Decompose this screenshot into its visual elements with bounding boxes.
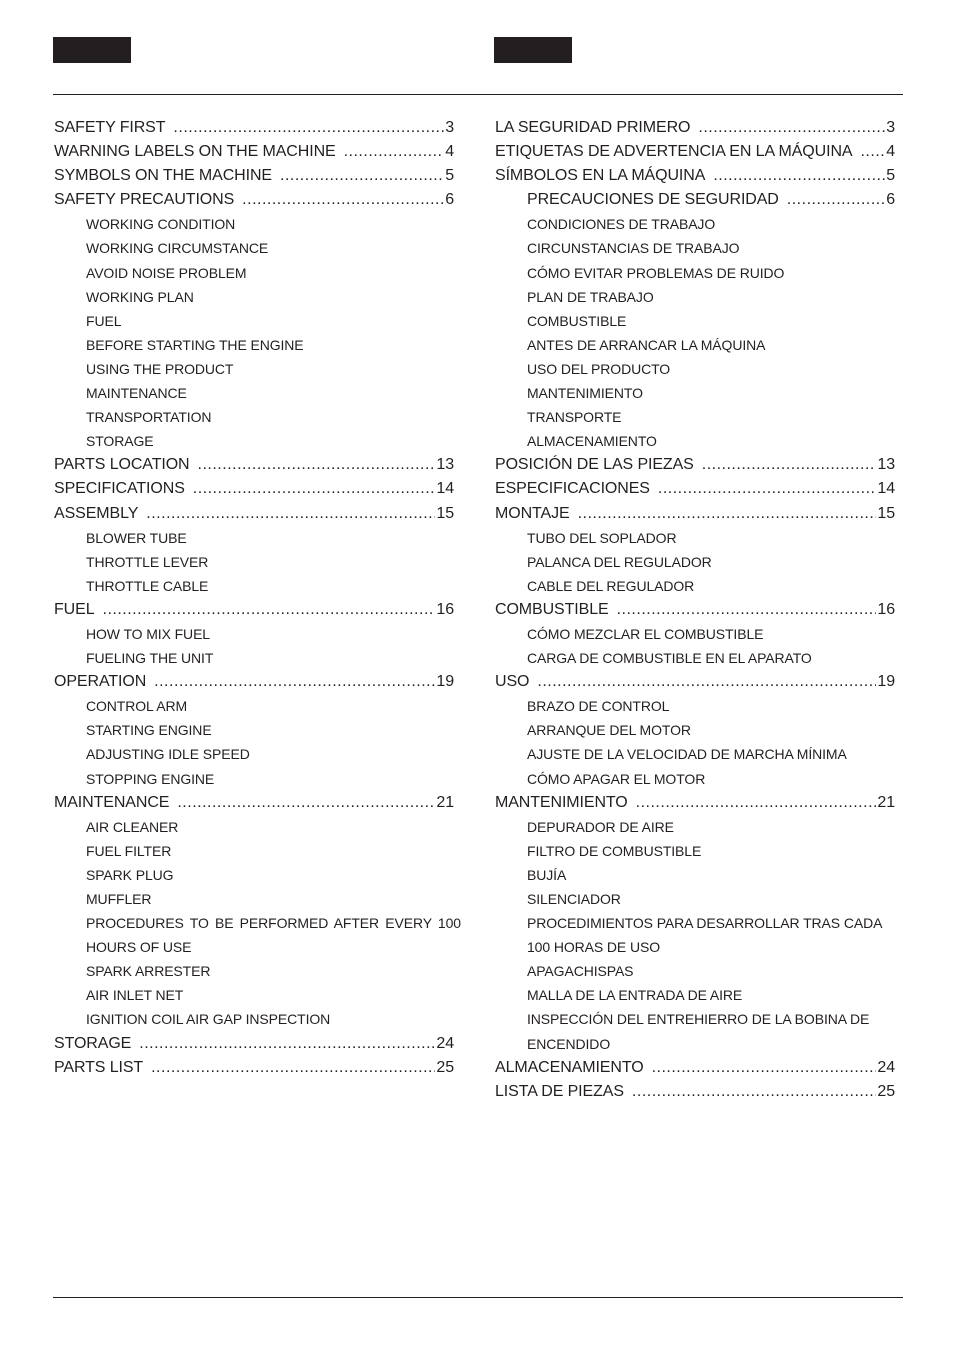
toc-entry-title: ADJUSTING IDLE SPEED bbox=[86, 746, 250, 763]
toc-subentry bbox=[54, 839, 454, 863]
dot-leader bbox=[702, 453, 877, 477]
toc-subentry bbox=[495, 1032, 895, 1056]
toc-subentry bbox=[54, 815, 454, 839]
toc-subentry bbox=[495, 694, 895, 718]
toc-entry bbox=[54, 116, 454, 140]
toc-entry bbox=[495, 598, 895, 622]
toc-subentry bbox=[54, 405, 454, 429]
dot-leader bbox=[173, 116, 444, 140]
toc-entry-title: POSICIÓN DE LAS PIEZAS bbox=[495, 456, 694, 474]
toc-entry bbox=[495, 477, 895, 501]
toc-page-number: 6 bbox=[445, 191, 454, 209]
toc-entry-title: THROTTLE CABLE bbox=[86, 577, 209, 594]
toc-page-number: 14 bbox=[877, 480, 895, 498]
dot-leader bbox=[578, 502, 877, 526]
toc-subentry bbox=[54, 767, 454, 791]
dot-leader bbox=[698, 116, 885, 140]
toc-page-number: 13 bbox=[877, 456, 895, 474]
toc-page-number: 14 bbox=[436, 480, 454, 498]
toc-page-number: 21 bbox=[877, 793, 895, 811]
english-table-of-contents bbox=[54, 116, 461, 1080]
toc-entry bbox=[54, 670, 454, 694]
toc-entry-title: SPECIFICATIONS bbox=[54, 480, 185, 498]
toc-entry bbox=[495, 188, 895, 212]
toc-entry-title: MANTENIMIENTO bbox=[495, 793, 628, 811]
toc-entry-title: FUEL FILTER bbox=[86, 842, 172, 859]
toc-entry-title: USO bbox=[495, 673, 530, 691]
toc-entry-title: COMBUSTIBLE bbox=[527, 312, 627, 329]
toc-subentry bbox=[54, 935, 454, 959]
toc-subentry bbox=[495, 429, 895, 453]
toc-subentry bbox=[495, 863, 895, 887]
toc-subentry bbox=[495, 983, 895, 1007]
toc-subentry bbox=[54, 550, 454, 574]
toc-subentry bbox=[54, 236, 454, 260]
toc-entry-title: USING THE PRODUCT bbox=[86, 360, 234, 377]
toc-entry-title: SPARK PLUG bbox=[86, 866, 174, 883]
toc-entry-title: CABLE DEL REGULADOR bbox=[527, 577, 695, 594]
toc-subentry bbox=[495, 767, 895, 791]
toc-subentry bbox=[54, 911, 461, 935]
toc-page-number: 5 bbox=[886, 167, 895, 185]
toc-page-number: 19 bbox=[877, 673, 895, 691]
toc-entry-title: PLAN DE TRABAJO bbox=[527, 288, 654, 305]
toc-entry-title: CONDICIONES DE TRABAJO bbox=[527, 216, 716, 233]
toc-subentry bbox=[54, 526, 454, 550]
toc-subentry bbox=[54, 212, 454, 236]
dot-leader bbox=[658, 477, 877, 501]
toc-entry-title: PROCEDIMIENTOS PARA DESARROLLAR TRAS CADA bbox=[527, 915, 883, 932]
toc-page-number: 25 bbox=[436, 1058, 454, 1076]
toc-subentry bbox=[495, 526, 895, 550]
toc-entry-title: ALMACENAMIENTO bbox=[495, 1058, 644, 1076]
toc-subentry bbox=[495, 622, 895, 646]
toc-entry bbox=[495, 453, 895, 477]
toc-entry-title: BRAZO DE CONTROL bbox=[527, 698, 670, 715]
toc-entry-title: SILENCIADOR bbox=[527, 891, 621, 907]
toc-entry-title: SAFETY FIRST bbox=[54, 119, 166, 136]
toc-subentry bbox=[54, 622, 454, 646]
toc-subentry bbox=[54, 694, 454, 718]
toc-page-number: 5 bbox=[445, 167, 454, 185]
dot-leader bbox=[177, 791, 435, 815]
toc-entry-title: IGNITION COIL AIR GAP INSPECTION bbox=[86, 1011, 331, 1028]
toc-entry-title: CIRCUNSTANCIAS DE TRABAJO bbox=[527, 240, 740, 257]
toc-page-number: 24 bbox=[877, 1058, 895, 1076]
dot-leader bbox=[146, 502, 435, 526]
toc-entry bbox=[54, 140, 454, 164]
toc-subentry bbox=[495, 285, 895, 309]
toc-entry-title: STOPPING ENGINE bbox=[86, 770, 215, 787]
toc-entry bbox=[495, 164, 895, 188]
toc-subentry bbox=[495, 381, 895, 405]
toc-entry-title: STORAGE bbox=[54, 1034, 132, 1052]
dot-leader bbox=[344, 140, 445, 164]
dot-leader bbox=[242, 188, 444, 212]
toc-entry-title: INSPECCIÓN DEL ENTREHIERRO DE LA BOBINA DE bbox=[527, 1011, 870, 1028]
dot-leader bbox=[537, 670, 876, 694]
toc-entry bbox=[54, 598, 454, 622]
toc-entry bbox=[495, 1080, 895, 1104]
toc-entry-title: ETIQUETAS DE ADVERTENCIA EN LA MÁQUINA bbox=[495, 143, 853, 161]
toc-entry bbox=[495, 116, 895, 140]
dot-leader bbox=[632, 1080, 876, 1104]
dot-leader bbox=[198, 453, 436, 477]
toc-subentry bbox=[54, 309, 454, 333]
dot-leader bbox=[280, 164, 444, 188]
toc-entry-title: CARGA DE COMBUSTIBLE EN EL APARATO bbox=[527, 650, 812, 667]
toc-subentry bbox=[54, 863, 454, 887]
toc-entry-title: ASSEMBLY bbox=[54, 504, 139, 522]
toc-entry-title: OPERATION bbox=[54, 673, 147, 691]
toc-subentry bbox=[495, 742, 895, 766]
toc-entry-title: THROTTLE LEVER bbox=[86, 553, 209, 570]
toc-subentry bbox=[495, 261, 895, 285]
toc-entry-title: COMBUSTIBLE bbox=[495, 600, 609, 618]
toc-entry-title: WORKING CONDITION bbox=[86, 216, 236, 233]
toc-subentry bbox=[495, 646, 895, 670]
toc-subentry bbox=[54, 574, 454, 598]
toc-entry bbox=[54, 477, 454, 501]
toc-entry-title: BLOWER TUBE bbox=[86, 529, 187, 546]
dot-leader bbox=[151, 1056, 435, 1080]
toc-page-number: 6 bbox=[886, 191, 895, 209]
toc-subentry bbox=[54, 261, 454, 285]
toc-page-number: 16 bbox=[877, 600, 895, 618]
toc-subentry bbox=[54, 285, 454, 309]
toc-subentry bbox=[495, 405, 895, 429]
toc-entry bbox=[54, 502, 454, 526]
toc-entry-title: LA SEGURIDAD PRIMERO bbox=[495, 119, 691, 136]
toc-subentry bbox=[495, 959, 895, 983]
toc-entry-title: HOW TO MIX FUEL bbox=[86, 625, 210, 642]
dot-leader bbox=[139, 1032, 435, 1056]
toc-entry-title: ARRANQUE DEL MOTOR bbox=[527, 722, 691, 739]
toc-subentry bbox=[495, 550, 895, 574]
toc-entry-title: AJUSTE DE LA VELOCIDAD DE MARCHA MÍNIMA bbox=[527, 746, 847, 763]
toc-entry-title: AVOID NOISE PROBLEM bbox=[86, 264, 247, 281]
dot-leader bbox=[860, 140, 885, 164]
toc-page-number: 4 bbox=[445, 143, 454, 161]
toc-subentry bbox=[54, 646, 454, 670]
toc-entry-title: SPARK ARRESTER bbox=[86, 963, 211, 980]
toc-entry bbox=[54, 188, 454, 212]
toc-subentry bbox=[54, 959, 454, 983]
toc-subentry bbox=[495, 1007, 895, 1031]
toc-entry-title: WORKING CIRCUMSTANCE bbox=[86, 240, 269, 257]
toc-entry-title: STORAGE bbox=[86, 433, 154, 450]
toc-entry-title: MANTENIMIENTO bbox=[527, 385, 643, 402]
toc-entry-title: FUEL bbox=[86, 312, 122, 329]
toc-entry-title: STARTING ENGINE bbox=[86, 722, 212, 739]
footer-rule bbox=[53, 1297, 903, 1298]
toc-subentry bbox=[54, 429, 454, 453]
toc-entry-title: AIR INLET NET bbox=[86, 987, 184, 1004]
toc-subentry bbox=[495, 236, 895, 260]
toc-entry-title: BEFORE STARTING THE ENGINE bbox=[86, 336, 304, 353]
toc-subentry bbox=[495, 718, 895, 742]
toc-subentry bbox=[495, 309, 895, 333]
toc-subentry bbox=[54, 983, 454, 1007]
dot-leader bbox=[636, 791, 877, 815]
toc-subentry bbox=[54, 357, 454, 381]
toc-entry-title: FUELING THE UNIT bbox=[86, 650, 214, 667]
toc-entry-title: FUEL bbox=[54, 600, 95, 618]
dot-leader bbox=[103, 598, 436, 622]
toc-subentry bbox=[54, 1007, 454, 1031]
toc-subentry bbox=[495, 212, 895, 236]
toc-entry-title: WARNING LABELS ON THE MACHINE bbox=[54, 143, 336, 161]
toc-entry-title: ALMACENAMIENTO bbox=[527, 433, 657, 450]
toc-entry bbox=[495, 502, 895, 526]
toc-entry-title: TUBO DEL SOPLADOR bbox=[527, 529, 677, 546]
toc-entry bbox=[54, 791, 454, 815]
toc-page-number: 15 bbox=[436, 504, 454, 522]
toc-entry bbox=[54, 1032, 454, 1056]
dot-leader bbox=[713, 164, 885, 188]
toc-entry-title: APAGACHISPAS bbox=[527, 963, 634, 980]
toc-entry-title: PARTS LIST bbox=[54, 1058, 144, 1076]
toc-page-number: 21 bbox=[436, 793, 454, 811]
dot-leader bbox=[787, 188, 885, 212]
toc-entry-title: WORKING PLAN bbox=[86, 288, 194, 305]
toc-entry-title: SÍMBOLOS EN LA MÁQUINA bbox=[495, 167, 706, 185]
toc-entry-title: TRANSPORTE bbox=[527, 409, 622, 426]
toc-entry-title: CONTROL ARM bbox=[86, 698, 188, 715]
toc-entry-title: CÓMO APAGAR EL MOTOR bbox=[527, 770, 706, 787]
toc-subentry bbox=[54, 381, 454, 405]
toc-entry-title: HOURS OF USE bbox=[86, 939, 192, 956]
toc-entry-title: PRECAUCIONES DE SEGURIDAD bbox=[527, 191, 779, 209]
toc-entry bbox=[54, 1056, 454, 1080]
toc-subentry bbox=[495, 911, 895, 935]
toc-entry bbox=[495, 1056, 895, 1080]
toc-entry-title: LISTA DE PIEZAS bbox=[495, 1082, 624, 1100]
toc-entry-title: AIR CLEANER bbox=[86, 818, 179, 835]
dot-leader bbox=[652, 1056, 877, 1080]
toc-subentry bbox=[495, 357, 895, 381]
toc-subentry bbox=[495, 574, 895, 598]
toc-page-number: 3 bbox=[886, 119, 895, 136]
toc-entry-title: PALANCA DEL REGULADOR bbox=[527, 553, 712, 570]
toc-entry-title: MUFFLER bbox=[86, 891, 152, 907]
toc-entry-title: CÓMO MEZCLAR EL COMBUSTIBLE bbox=[527, 625, 764, 642]
toc-entry-title: BUJÍA bbox=[527, 866, 567, 883]
toc-page-number: 19 bbox=[436, 673, 454, 691]
toc-page-number: 4 bbox=[886, 143, 895, 161]
toc-subentry bbox=[495, 333, 895, 357]
toc-entry bbox=[495, 670, 895, 694]
toc-page-number: 15 bbox=[877, 504, 895, 522]
toc-entry-title: MAINTENANCE bbox=[54, 793, 170, 811]
toc-entry-title: DEPURADOR DE AIRE bbox=[527, 818, 674, 835]
toc-entry-title: MAINTENANCE bbox=[86, 385, 187, 402]
toc-entry-title: MONTAJE bbox=[495, 504, 570, 522]
toc-subentry bbox=[495, 887, 895, 911]
dot-leader bbox=[193, 477, 436, 501]
toc-entry-title: ANTES DE ARRANCAR LA MÁQUINA bbox=[527, 336, 766, 353]
toc-page-number: 25 bbox=[877, 1082, 895, 1100]
toc-entry-title: SYMBOLS ON THE MACHINE bbox=[54, 167, 272, 185]
toc-entry-title: MALLA DE LA ENTRADA DE AIRE bbox=[527, 987, 743, 1004]
toc-entry-title: ENCENDIDO bbox=[527, 1035, 611, 1052]
toc-entry-title: USO DEL PRODUCTO bbox=[527, 360, 671, 377]
toc-subentry bbox=[54, 887, 454, 911]
toc-entry-title: ESPECIFICACIONES bbox=[495, 480, 650, 498]
toc-subentry bbox=[54, 718, 454, 742]
toc-entry-title: CÓMO EVITAR PROBLEMAS DE RUIDO bbox=[527, 264, 785, 281]
toc-subentry bbox=[495, 839, 895, 863]
toc-entry bbox=[54, 164, 454, 188]
toc-entry-title: TRANSPORTATION bbox=[86, 409, 212, 426]
spanish-table-of-contents bbox=[495, 116, 895, 1104]
spanish-language-tab bbox=[494, 37, 572, 63]
toc-entry bbox=[495, 140, 895, 164]
toc-entry-title: PROCEDURES TO BE PERFORMED AFTER EVERY 100 bbox=[86, 915, 461, 932]
dot-leader bbox=[154, 670, 435, 694]
dot-leader bbox=[617, 598, 877, 622]
toc-entry bbox=[495, 791, 895, 815]
toc-entry bbox=[54, 453, 454, 477]
toc-entry-title: 100 HORAS DE USO bbox=[527, 939, 660, 956]
toc-subentry bbox=[54, 742, 454, 766]
toc-subentry bbox=[495, 935, 895, 959]
toc-entry-title: PARTS LOCATION bbox=[54, 456, 190, 474]
toc-entry-title: FILTRO DE COMBUSTIBLE bbox=[527, 842, 702, 859]
header-rule bbox=[53, 94, 903, 95]
toc-page-number: 16 bbox=[436, 600, 454, 618]
toc-subentry bbox=[495, 815, 895, 839]
toc-page-number: 24 bbox=[436, 1034, 454, 1052]
toc-entry-title: SAFETY PRECAUTIONS bbox=[54, 191, 235, 209]
english-language-tab bbox=[53, 37, 131, 63]
toc-page-number: 3 bbox=[445, 119, 454, 136]
toc-subentry bbox=[54, 333, 454, 357]
toc-page-number: 13 bbox=[436, 456, 454, 474]
